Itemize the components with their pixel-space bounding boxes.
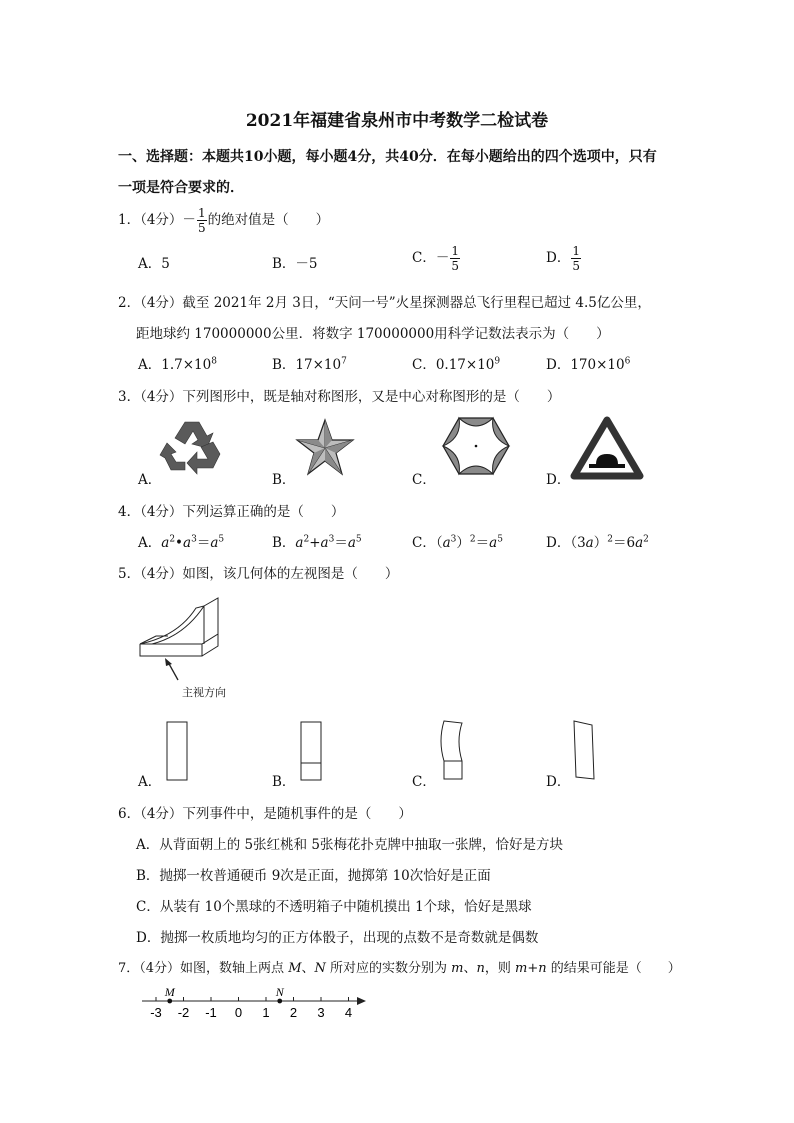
tick-label: -1 [205, 1005, 217, 1020]
q1-fraction: $\frac{1}{5}$ [197, 206, 206, 235]
q3-option-a[interactable]: A． [138, 472, 162, 488]
q1-option-c[interactable]: C．－ $\frac{1}{5}$ [412, 244, 459, 273]
q4-option-b[interactable]: B．$a^2+a^3=a^5$ [272, 534, 362, 551]
q5-option-d[interactable]: D． [546, 774, 571, 790]
section-header-line2: 一项是符合要求的． [118, 180, 244, 196]
hexagon-arcs-icon [442, 416, 510, 476]
solid-figure-diagram [138, 596, 238, 696]
question-5: 5．（4分）如图，该几何体的左视图是（ ） [118, 566, 399, 582]
q2-option-c[interactable]: C．$0.17\times 10^9$ [412, 356, 501, 373]
point-n-label: N [275, 985, 284, 999]
tick-label: 1 [262, 1005, 270, 1020]
warning-sign-icon [572, 418, 642, 480]
q2-option-b[interactable]: B．$17\times 10^7$ [272, 356, 347, 373]
point-n-dot [277, 999, 282, 1004]
recycle-symbol-icon [163, 418, 223, 476]
section-header-line1: 一、选择题：本题共10小题，每小题4分，共40分．在每小题给出的四个选项中，只有 [118, 149, 657, 165]
q5-option-a[interactable]: A． [138, 774, 162, 790]
q3-option-b[interactable]: B． [272, 472, 296, 488]
q6-option-a[interactable]: A．从背面朝上的 5张红桃和 5张梅花扑克牌中抽取一张牌，恰好是方块 [136, 837, 564, 853]
question-7: 7．（4分）如图，数轴上两点 M、N 所对应的实数分别为 m、n，则 m+n 的结果可能是（ ） [118, 961, 681, 976]
q1-option-a[interactable]: A．5 [138, 256, 170, 272]
five-point-star-icon [296, 418, 354, 476]
tick-label: 4 [344, 1005, 353, 1020]
question-3: 3．（4分）下列图形中，既是轴对称图形，又是中心对称图形的是（ ） [118, 389, 561, 405]
q3-option-d[interactable]: D． [546, 472, 571, 488]
question-2-line2: 距地球约 170000000公里．将数字 170000000用科学记数法表示为（ ） [136, 326, 610, 342]
tick-label: 2 [289, 1005, 298, 1020]
q6-option-b[interactable]: B．抛掷一枚普通硬币 9次是正面，抛掷第 10次恰好是正面 [136, 868, 491, 884]
tick-label: 0 [234, 1005, 243, 1020]
q5-option-b-figure [300, 721, 322, 781]
question-4: 4．（4分）下列运算正确的是（ ） [118, 504, 345, 520]
tick-label: 3 [317, 1005, 325, 1020]
point-m-label: M [164, 985, 175, 999]
q6-option-c[interactable]: C．从装有 10个黑球的不透明箱子中随机摸出 1个球，恰好是黑球 [136, 899, 532, 915]
page-title: 2021年福建省泉州市中考数学二检试卷 [245, 111, 549, 131]
q2-option-d[interactable]: D．$170\times 10^6$ [546, 356, 631, 373]
q4-option-a[interactable]: A．$a^2•a^3=a^5$ [138, 534, 225, 551]
tick-label: -2 [177, 1005, 190, 1020]
q6-option-d[interactable]: D．抛掷一枚质地均匀的正方体骰子，出现的点数不是奇数就是偶数 [136, 930, 539, 946]
q4-option-d[interactable]: D．$(3a)^2=6a^2$ [546, 534, 649, 551]
q3-option-c[interactable]: C． [412, 472, 436, 488]
q2-option-a[interactable]: A．$1.7\times 10^8$ [138, 356, 217, 373]
q5-option-a-figure [166, 721, 188, 781]
question-2-line1: 2．（4分）截至 2021年 2月 3日，“天问一号”火星探测器总飞行里程已超过 4.5亿公里， [118, 295, 651, 311]
q5-option-d-figure [572, 719, 596, 781]
q1-option-d[interactable]: D． $\frac{1}{5}$ [546, 244, 580, 273]
question-6: 6．（4分）下列事件中，是随机事件的是（ ） [118, 806, 412, 822]
tick-label: -3 [150, 1005, 162, 1020]
number-line-diagram [138, 984, 373, 1024]
point-m-dot [167, 999, 172, 1004]
q5-option-c-figure [440, 719, 464, 781]
q5-option-c[interactable]: C． [412, 774, 436, 790]
q4-option-c[interactable]: C．$(a^3)^2=a^5$ [412, 534, 503, 551]
q5-option-b[interactable]: B． [272, 774, 296, 790]
q1-option-b[interactable]: B．－5 [272, 256, 318, 272]
view-direction-label: 主视方向 [182, 686, 226, 699]
question-1: 1．（4分）－ $\frac{1}{5}$ 的绝对值是（ ） [118, 206, 330, 235]
